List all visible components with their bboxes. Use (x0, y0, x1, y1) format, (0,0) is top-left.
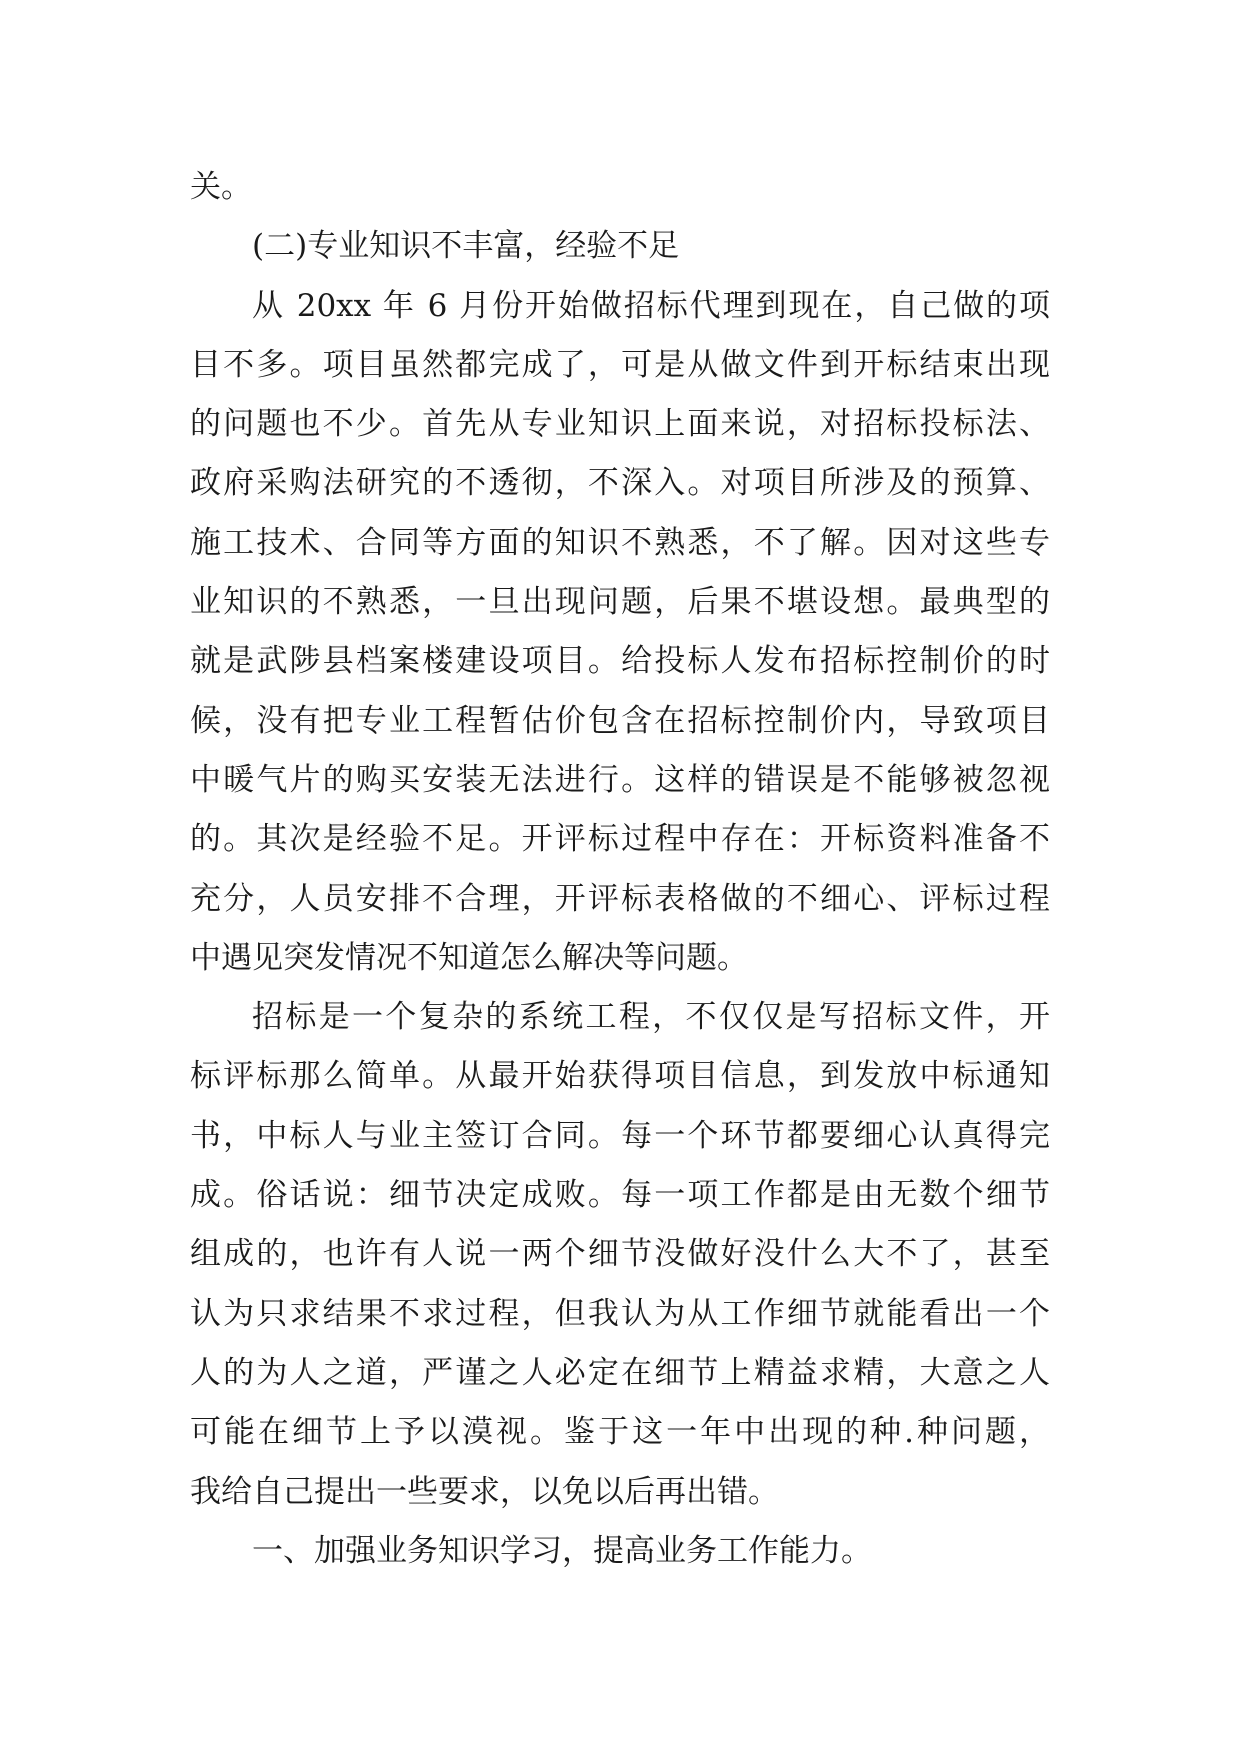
text-line: 可能在细节上予以漠视。鉴于这一年中出现的种.种问题， (190, 1414, 1050, 1451)
text-line: 人的为人之道，严谨之人必定在细节上精益求精，大意之人 (190, 1354, 1050, 1391)
text-line: 目不多。项目虽然都完成了，可是从做文件到开标结束出现 (190, 346, 1050, 383)
text-line: 中暖气片的购买安装无法进行。这样的错误是不能够被忽视 (190, 761, 1050, 798)
text-line: 施工技术、合同等方面的知识不熟悉，不了解。因对这些专 (190, 524, 1050, 561)
text-line: 充分，人员安排不合理，开评标表格做的不细心、评标过程 (190, 880, 1050, 917)
text-line: 的。其次是经验不足。开评标过程中存在：开标资料准备不 (190, 821, 1050, 858)
text-line: 关。 (190, 169, 252, 205)
text-line: 书，中标人与业主签订合同。每一个环节都要细心认真得完 (190, 1117, 1050, 1154)
text-line: 标评标那么简单。从最开始获得项目信息，到发放中标通知 (190, 1058, 1050, 1095)
text-line: 我给自己提出一些要求，以免以后再出错。 (190, 1473, 779, 1510)
text-line: (二)专业知识不丰富，经验不足 (252, 228, 680, 265)
text-line: 认为只求结果不求过程，但我认为从工作细节就能看出一个 (190, 1295, 1050, 1332)
text-line: 政府采购法研究的不透彻，不深入。对项目所涉及的预算、 (190, 465, 1050, 502)
text-line: 候，没有把专业工程暂估价包含在招标控制价内，导致项目 (190, 702, 1050, 739)
text-line: 从 20xx 年 6 月份开始做招标代理到现在，自己做的项 (252, 287, 1050, 324)
text-line: 就是武陟县档案楼建设项目。给投标人发布招标控制价的时 (190, 643, 1050, 680)
text-line: 的问题也不少。首先从专业知识上面来说，对招标投标法、 (190, 406, 1050, 443)
document-body (190, 158, 1050, 1581)
text-line: 招标是一个复杂的系统工程，不仅仅是写招标文件，开 (252, 999, 1050, 1036)
text-line: 成。俗话说：细节决定成败。每一项工作都是由无数个细节 (190, 1177, 1050, 1214)
text-line: 组成的，也许有人说一两个细节没做好没什么大不了，甚至 (190, 1236, 1050, 1273)
text-line: 中遇见突发情况不知道怎么解决等问题。 (190, 939, 748, 976)
text-line: 业知识的不熟悉，一旦出现问题，后果不堪设想。最典型的 (190, 584, 1050, 621)
text-line: 一、加强业务知识学习，提高业务工作能力。 (252, 1532, 872, 1569)
